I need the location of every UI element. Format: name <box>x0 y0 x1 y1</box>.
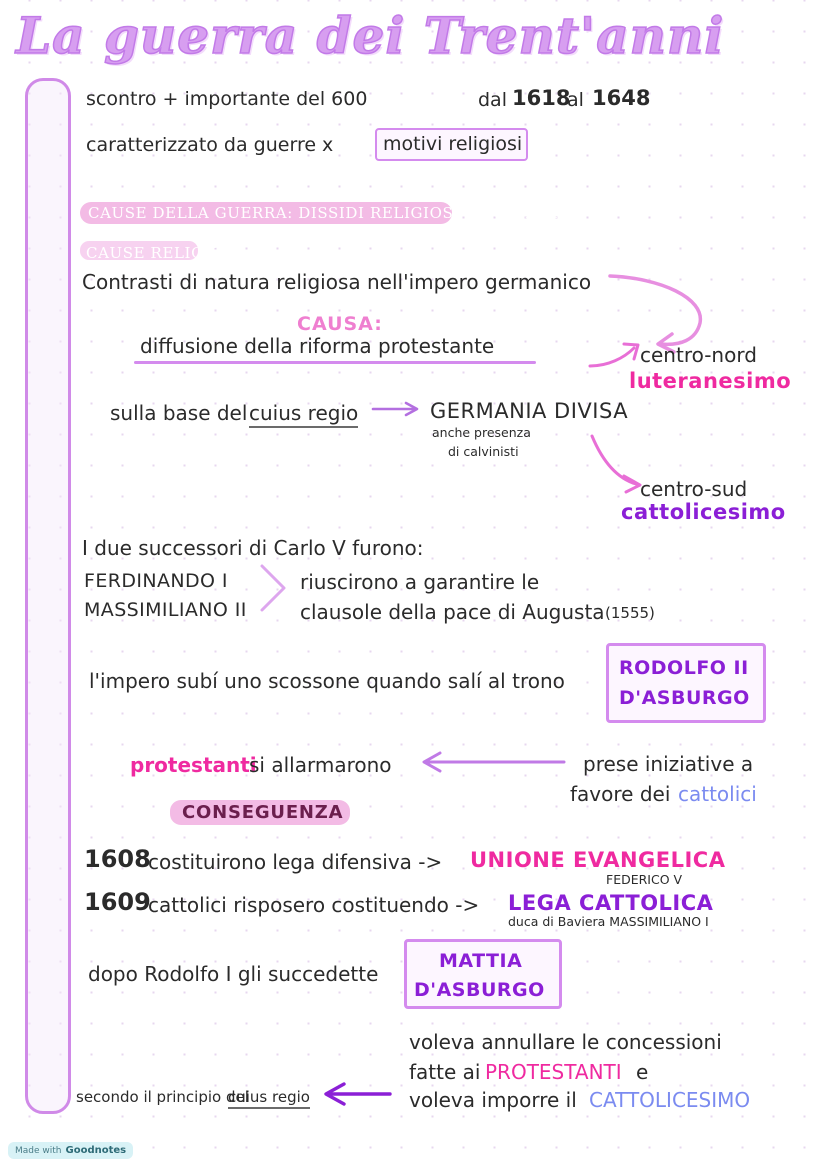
successor-name-1: FERDINANDO I <box>84 570 228 592</box>
mattia-box-line-2: D'ASBURGO <box>414 979 545 1001</box>
principle-term: cuius regio <box>228 1088 310 1109</box>
principle-prefix: secondo il principio del <box>76 1088 249 1106</box>
intro-line-2: caratterizzato da guerre x <box>86 134 334 156</box>
date-prefix: dal <box>478 89 507 111</box>
cattolicesimo-detail-label: CATTOLICESIMO <box>589 1088 751 1112</box>
league-year-1: 1608 <box>84 845 151 873</box>
brace-arrow-successors <box>258 562 298 618</box>
league-note-1: FEDERICO V <box>606 872 683 887</box>
watermark-brand: Goodnotes <box>65 1145 127 1156</box>
causa-text: diffusione della riforma protestante <box>140 334 495 358</box>
page-title: La guerra dei Trent'anni <box>16 6 725 65</box>
basis-prefix: sulla base del <box>110 401 248 425</box>
protestanti-label: protestanti <box>130 753 257 777</box>
date-mid: al <box>567 89 584 111</box>
centro-sud-label: centro-sud <box>640 477 748 501</box>
causa-label: CAUSA: <box>297 313 383 335</box>
germania-note-1: anche presenza <box>432 425 531 440</box>
unione-evangelica-label: UNIONE EVANGELICA <box>470 848 726 872</box>
intro-line-1: scontro + importante del 600 <box>86 88 368 110</box>
successor-name-2: MASSIMILIANO II <box>84 599 247 621</box>
mattia-detail-2-suffix: e <box>636 1060 649 1084</box>
causes-statement: Contrasti di natura religiosa nell'impero germanico <box>82 270 592 294</box>
left-margin-bar <box>25 78 71 1114</box>
mattia-detail-2-prefix: fatte ai <box>409 1060 481 1084</box>
causa-underline <box>134 361 536 364</box>
rodolfo-box-line-1: RODOLFO II <box>619 657 749 679</box>
mattia-text: dopo Rodolfo I gli succedette <box>88 962 379 986</box>
protestanti-rest: si allarmarono <box>249 753 392 777</box>
league-note-2: duca di Baviera MASSIMILIANO I <box>508 914 709 929</box>
centro-nord-label: centro-nord <box>640 343 757 367</box>
successors-result-1: riuscirono a garantire le <box>300 570 540 594</box>
consequence-right-1: prese iniziative a <box>583 752 754 776</box>
germania-divisa-label: GERMANIA DIVISA <box>430 399 629 423</box>
motivi-religiosi-label: motivi religiosi <box>383 133 523 155</box>
successors-intro: I due successori di Carlo V furono: <box>82 536 424 560</box>
consequenza-badge: CONSEGUENZA <box>182 802 344 823</box>
successors-result-2: clausole della pace di Augusta <box>300 600 605 624</box>
mattia-detail-3-prefix: voleva imporre il <box>409 1088 577 1112</box>
causes-subheading: CAUSE RELIGIOSE : <box>86 244 257 262</box>
causes-heading: CAUSE DELLA GUERRA: DISSIDI RELIGIOSI E POLITICI <box>88 204 559 222</box>
basis-term: cuius regio <box>249 401 358 428</box>
cattolici-label: cattolici <box>678 782 757 806</box>
luteranesimo-label: luteranesimo <box>629 369 792 393</box>
arrow-to-germania <box>371 398 427 422</box>
watermark-prefix: Made with <box>15 1145 62 1156</box>
rodolfo-box-line-2: D'ASBURGO <box>619 687 750 709</box>
league-text-2: cattolici risposero costituendo -> <box>148 893 480 917</box>
protestanti-detail-label: PROTESTANTI <box>485 1060 622 1084</box>
lega-cattolica-label: LEGA CATTOLICA <box>508 891 714 915</box>
rodolfo-text: l'impero subí uno scossone quando salí al trono <box>89 669 565 693</box>
date-to: 1648 <box>592 86 651 110</box>
consequence-right-2-prefix: favore dei <box>570 782 671 806</box>
rodolfo-box <box>606 643 766 723</box>
date-from: 1618 <box>512 86 571 110</box>
mattia-box-line-1: MATTIA <box>439 950 523 972</box>
germania-note-2: di calvinisti <box>448 444 519 459</box>
goodnotes-watermark <box>8 1142 133 1159</box>
arrow-principle <box>318 1080 394 1110</box>
league-text-1: costituirono lega difensiva -> <box>148 850 443 874</box>
mattia-detail-1: voleva annullare le concessioni <box>409 1030 722 1054</box>
league-year-2: 1609 <box>84 888 151 916</box>
cattolicesimo-label: cattolicesimo <box>621 500 786 524</box>
successors-result-year: (1555) <box>605 604 655 622</box>
arrow-consequence <box>418 748 568 780</box>
